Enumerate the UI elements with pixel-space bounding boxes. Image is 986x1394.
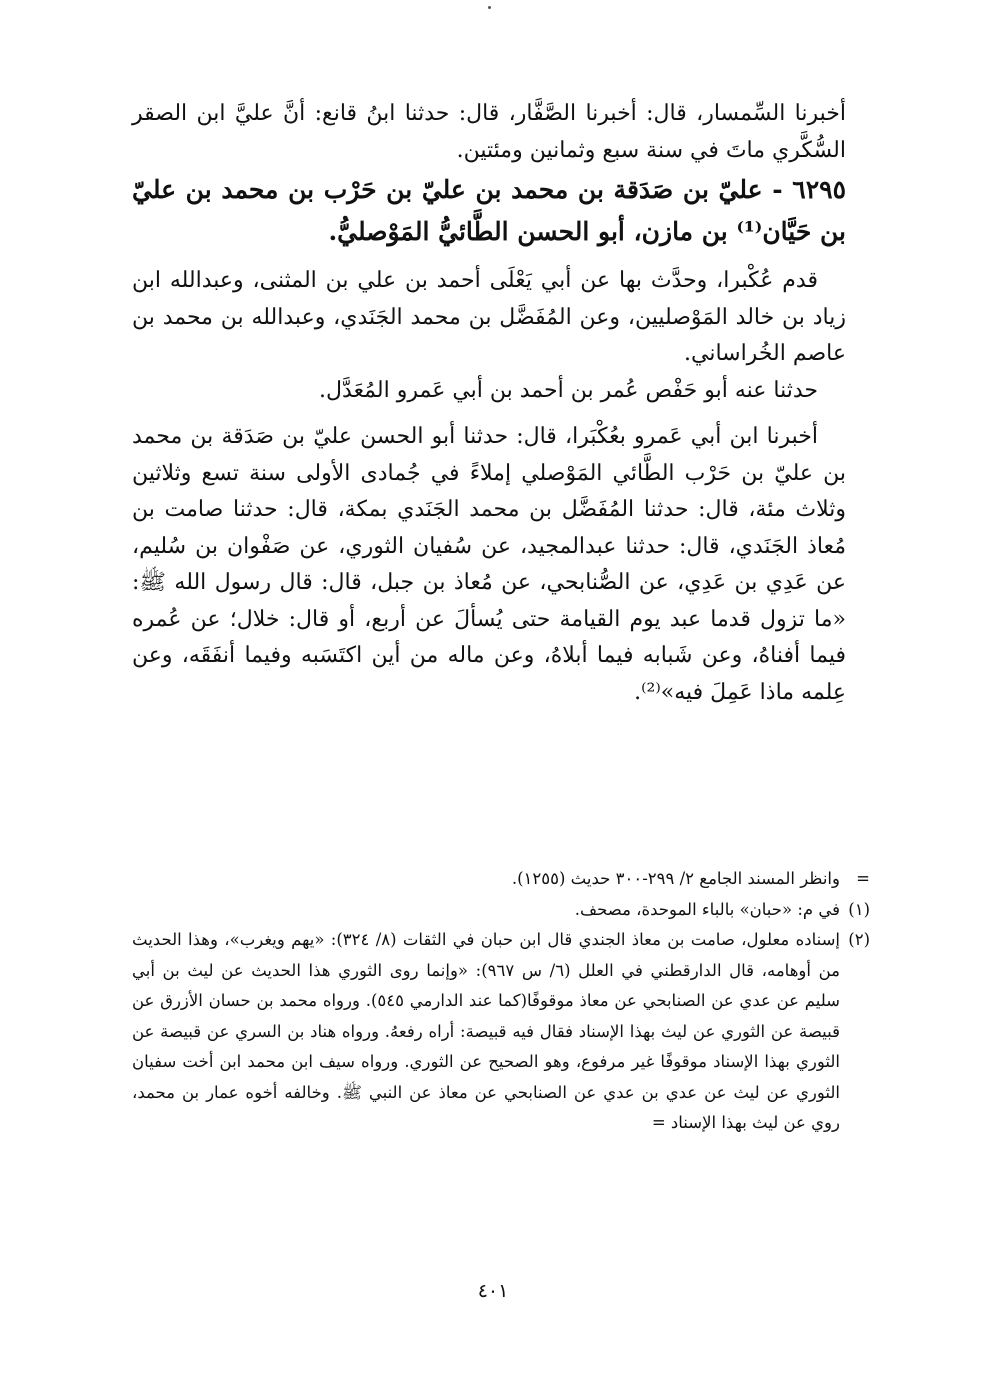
paragraph-hafs-narration: حدثنا عنه أبو حَفْص عُمر بن أحمد بن أبي عَمرو المُعَدَّل. xyxy=(319,377,818,403)
top-dot-mark xyxy=(488,6,491,9)
footnote-2 xyxy=(132,925,870,1139)
footnote-text: إسناده معلول، صامت بن معاذ الجندي قال ابن حبان في الثقات (٨/ ٣٢٤): «يهم ويغرب»، وهذا الحديث من أوهامه، قال الدارقطني في العلل (٦/ س ٩٦٧): «وإنما روى الثوري هذا الحديث عن ليث بن أبي سليم عن عدي عن الصنابحي عن معاذ موقوفًا(كما عند الدارمي ٥٤٥). ورواه محمد بن حسان الأزرق عن قبيصة عن الثوري عن ليث بهذا الإسناد فقال فيه قبيصة: أراه رفعهُ. ورواه هناد بن السري عن قبيصة عن الثوري بهذا الإسناد موقوفًا غير مرفوع، وهو الصحيح عن الثوري. ورواه سيف ابن محمد ابن أخت سفيان الثوري عن ليث عن عدي بن عدي عن الصنابحي عن معاذ عن النبي ﷺ. وخالفه أخوه عمار بن محمد، روي عن ليث بهذا الإسناد = xyxy=(132,930,840,1132)
paragraph-hadith-text: أخبرنا ابن أبي عَمرو بعُكْبَرا، قال: حدثنا أبو الحسن عليّ بن صَدَقة بن محمد بن عليّ بن حَرْب الطَّائي المَوْصلي إملاءً في جُمادى الأولى سنة تسع وثلاثين وثلاث مئة، قال: حدثنا المُفَضَّل بن محمد الجَنَدي بمكة، قال: حدثنا صامت بن مُعاذ الجَنَدي، قال: حدثنا عبدالمجيد، عن سُفيان الثوري، عن صَفْوان بن سُليم، عن عَدِي بن عَدِي، عن الصُّنابحي، عن مُعاذ بن جبل، قال: قال رسول الله ﷺ: «ما تزول قدما عبد يوم القيامة حتى يُسألَ عن أربع، أو قال: خلال؛ عن عُمره فيما أفناهُ، وعن شَبابه فيما أبلاهُ، وعن ماله من أين اكتَسَبه وفيما أنفَقَه، وعن عِلمه ماذا عَمِلَ فيه»⁽²⁾. xyxy=(132,424,846,705)
entry-title-6295: ٦٢٩٥ - عليّ بن صَدَقة بن محمد بن عليّ بن حَرْب بن محمد بن عليّ بن حَيَّان⁽¹⁾ بن مازن، أبو الحسن الطَّائيُّ المَوْصليُّ. xyxy=(132,175,846,246)
paragraph-ukbara-narration: قدم عُكْبرا، وحدَّث بها عن أبي يَعْلَى أحمد بن علي بن المثنى، وعبدالله ابن زياد بن خالد المَوْصليين، وعن المُفَضَّل بن محمد الجَنَدي، وعبدالله بن محمد بن عاصم الخُراساني. xyxy=(132,268,846,366)
footnote-marker: = xyxy=(856,869,870,888)
footnote-text: في م: «حبان» بالباء الموحدة، مصحف. xyxy=(574,899,840,919)
footnote-text: وانظر المسند الجامع ٢/ ٢٩٩-٣٠٠ حديث (١٢٥٥). xyxy=(511,869,840,888)
footnote-1 xyxy=(132,895,870,926)
footnote-marker: (٢) xyxy=(848,930,870,949)
main-text xyxy=(132,96,846,711)
paragraph-samsar-narration: أخبرنا السِّمسار، قال: أخبرنا الصَّفَّار، قال: حدثنا ابنُ قانع: أنَّ عليَّ ابن الصقر السُّكَّري ماتَ في سنة سبع وثمانين ومئتين. xyxy=(132,101,846,163)
footnote-marker: (١) xyxy=(848,899,870,919)
page-number: ٤٠١ xyxy=(477,1280,509,1302)
footnotes-section xyxy=(132,864,870,1139)
footnote-continued xyxy=(132,864,870,895)
